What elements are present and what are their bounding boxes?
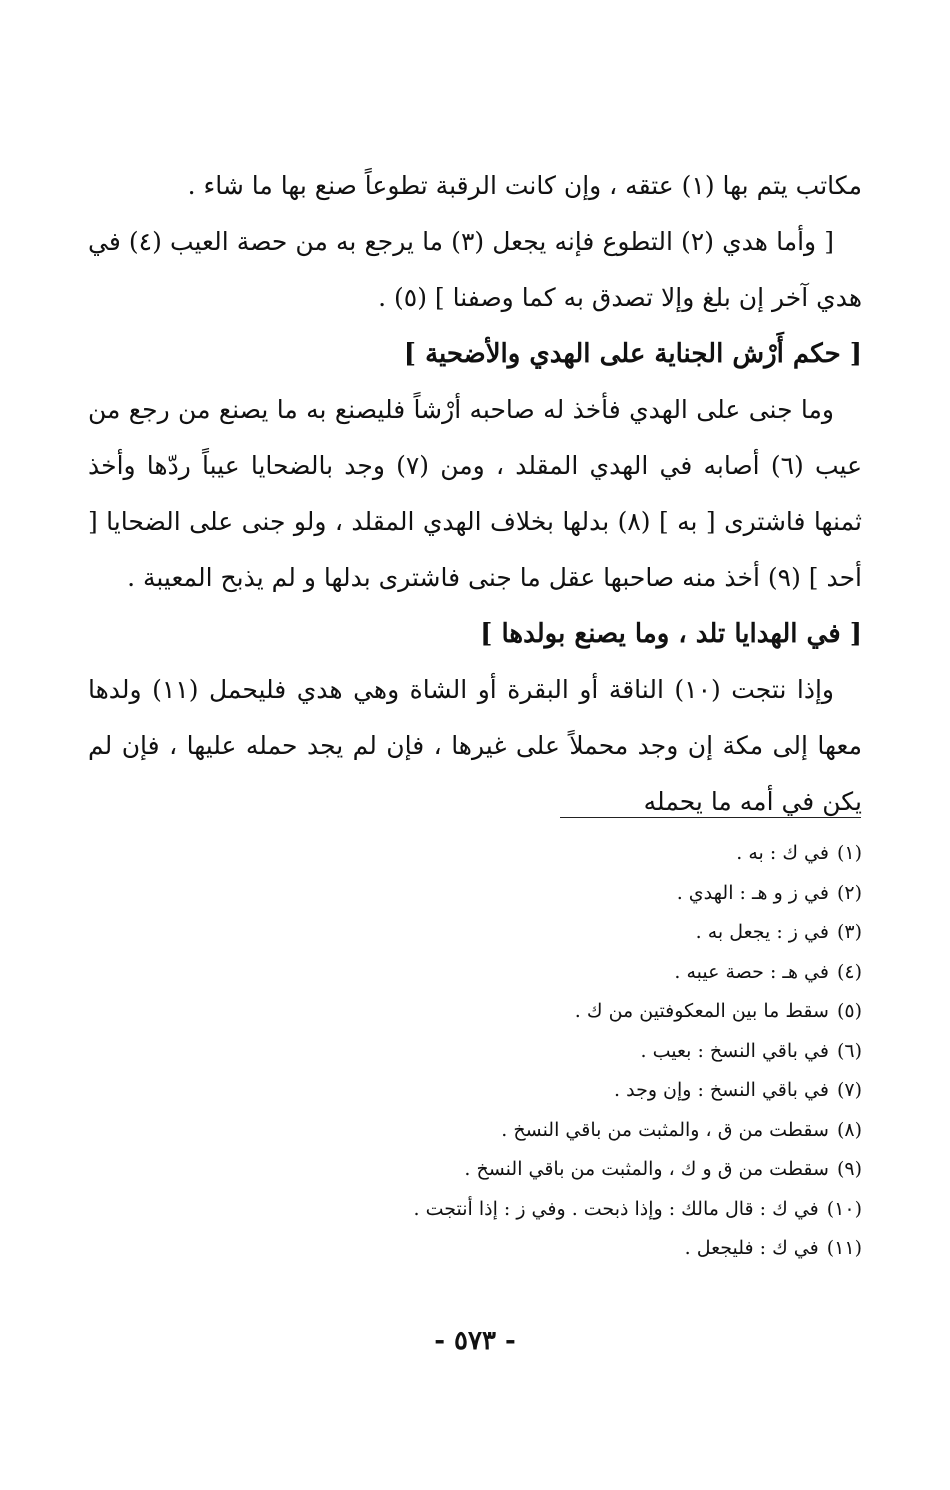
footnote-separator xyxy=(560,817,861,818)
page-number: - ٥٧٣ - xyxy=(434,1326,516,1356)
footnote-text: في ك : به . xyxy=(736,842,829,864)
footnote-number: (١) xyxy=(836,842,862,864)
paragraph-3: وما جنى على الهدي فأخذ له صاحبه أرْشاً فليصنع به ما يصنع من رجع من عيب (٦) أصابه في الهدي المقلد ، ومن (٧) وجد بالضحايا عيباً ردّها وأخذ ثمنها فاشترى [ به ] (٨) بدلها بخلاف الهدي المقلد ، ولو جنى على الضحايا [ أحد ] (٩) أخذ منه صاحبها عقل ما جنى فاشترى بدلها و لم يذبح المعيبة . xyxy=(88,395,862,592)
section-heading-1: [ حكم أَرْش الجناية على الهدي والأضحية ] xyxy=(403,339,862,369)
footnote-number: (٢) xyxy=(836,881,862,904)
footnote-item xyxy=(300,834,862,874)
footnote-text: سقط ما بين المعكوفتين من ك . xyxy=(574,1000,829,1022)
footnote-item xyxy=(300,1150,862,1190)
footnote-text: سقطت من ق ، والمثبت من باقي النسخ . xyxy=(501,1118,829,1141)
footnote-number: (٩) xyxy=(836,1158,862,1180)
footnote-text: في ك : فليجعل . xyxy=(684,1237,819,1259)
footnote-text: في ز : يجعل به . xyxy=(695,921,829,943)
footnotes xyxy=(300,834,862,1269)
section-heading-2: [ في الهدايا تلد ، وما يصنع بولدها ] xyxy=(480,619,862,649)
footnote-item xyxy=(300,1229,862,1269)
footnote-number: (٦) xyxy=(836,1039,862,1062)
footnote-item xyxy=(300,1190,862,1230)
footnote-item xyxy=(300,913,862,953)
footnote-text: في باقي النسخ : بعيب . xyxy=(640,1039,829,1062)
footnote-text: في ك : قال مالك : وإذا ذبحت . وفي ز : إذا أنتجت . xyxy=(413,1197,819,1220)
paragraph-2: [ وأما هدي (٢) التطوع فإنه يجعل (٣) ما يرجع به من حصة العيب (٤) في هدي آخر إن بلغ وإلا تصدق به كما وصفنا ] (٥) . xyxy=(88,227,862,312)
footnote-number: (٥) xyxy=(836,1000,862,1022)
footnote-text: في ز و هـ : الهدي . xyxy=(676,881,829,904)
footnote-item xyxy=(300,1071,862,1111)
footnote-number: (١٠) xyxy=(826,1197,862,1220)
footnote-number: (٧) xyxy=(836,1079,862,1101)
paragraph-4: وإذا نتجت (١٠) الناقة أو البقرة أو الشاة وهي هدي فليحمل (١١) ولدها معها إلى مكة إن وجد محملاً على غيرها ، فإن لم يجد حمله عليها ، فإن لم يكن في أمه ما يحمله xyxy=(88,675,862,816)
footnote-item xyxy=(300,1111,862,1151)
footnote-text: في هـ : حصة عيبه . xyxy=(674,960,829,983)
footnote-text: سقطت من ق و ك ، والمثبت من باقي النسخ . xyxy=(464,1158,829,1180)
footnote-number: (٣) xyxy=(836,921,862,943)
footnote-item xyxy=(300,874,862,914)
footnote-number: (٤) xyxy=(836,960,862,983)
paragraph-1: مكاتب يتم بها (١) عتقه ، وإن كانت الرقبة تطوعاً صنع بها ما شاء . xyxy=(187,171,862,200)
main-text xyxy=(88,158,862,830)
footnote-text: في باقي النسخ : وإن وجد . xyxy=(614,1079,829,1101)
footnote-number: (٨) xyxy=(836,1118,862,1141)
footnote-item xyxy=(300,992,862,1032)
footnote-item xyxy=(300,953,862,993)
footnote-item xyxy=(300,1032,862,1072)
footnote-number: (١١) xyxy=(826,1237,862,1259)
